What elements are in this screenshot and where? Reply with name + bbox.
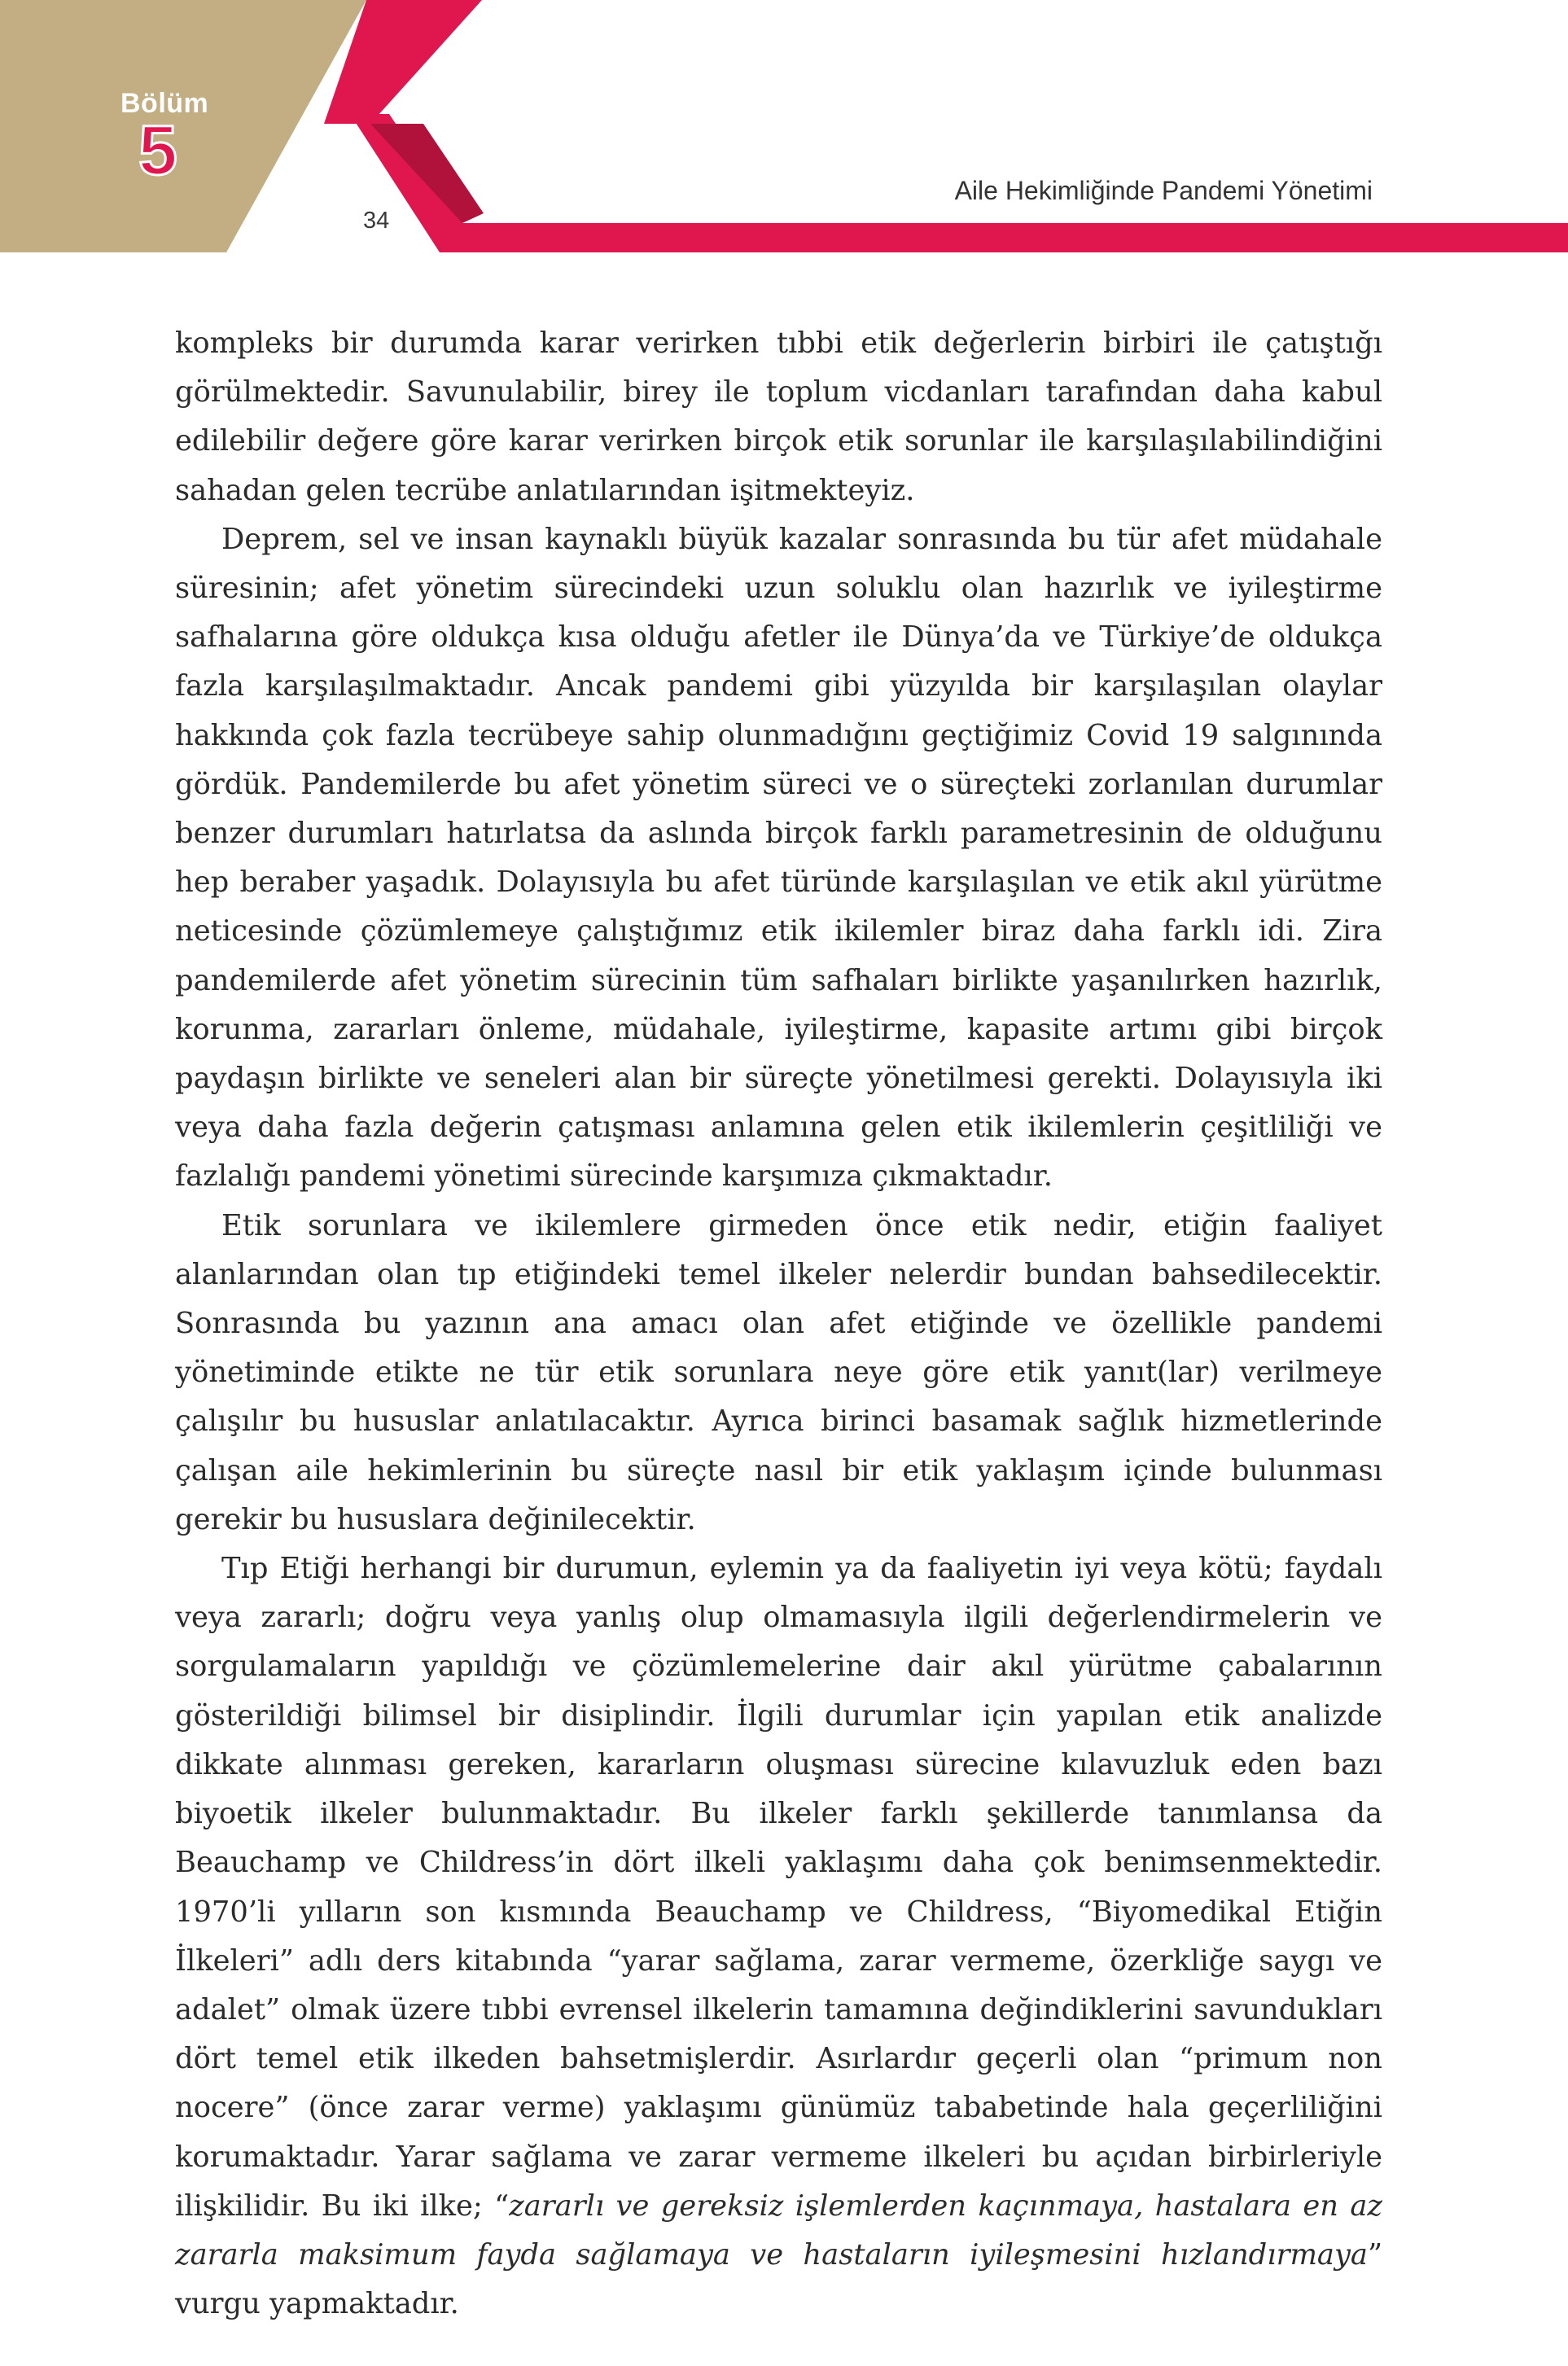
chapter-number: 5	[138, 112, 177, 190]
chapter-label: Bölüm	[120, 88, 209, 119]
page-number: 34	[363, 208, 390, 234]
paragraph-3: Etik sorunlara ve ikilemlere girmeden önce etik nedir, etiğin faaliyet alanlarından olan tıp etiğindeki temel ilkeler nelerdir bundan bahsedilecektir. Sonrasında bu yazının ana amacı olan afet etiğinde ve özellikle pandemi yönetiminde etikte ne tür etik sorunlara neye göre etik yanıt(lar) verilmeye çalışılır bu hususlar anlatılacaktır. Ayrıca birinci basamak sağlık hizmetlerinde çalışan aile hekimlerinin bu süreçte nasıl bir etik yaklaşım içinde bulunması gerekir bu hususlara değinilecektir.	[175, 1208, 1382, 1536]
body-text	[175, 319, 1382, 2329]
paragraph-4	[175, 1544, 1382, 2329]
paragraph-4-text: Tıp Etiği herhangi bir durumun, eylemin ya da faaliyetin iyi veya kötü; faydalı veya zararlı; doğru veya yanlış olup olmamasıyla ilgili değerlendirmelerin ve sorgulamaların yapıldığı ve çözümlemelerine dair akıl yürütme çabalarının gösterildiği bilimsel bir disiplindir. İlgili durumlar için yapılan etik analizde dikkate alınması gereken, kararların oluşması sürecine kılavuzluk eden bazı biyoetik ilkeler bulunmaktadır. Bu ilkeler farklı şekillerde tanımlansa da Beauchamp ve Childress’in dört ilkeli yaklaşımı daha çok benimsenmektedir. 1970’li yılların son kısmında Beauchamp ve Childress, “Biyomedikal Etiğin İlkeleri” adlı ders kitabında “yarar sağlama, zarar vermeme, özerkliğe saygı ve adalet” olmak üzere tıbbi evrensel ilkelerin tamamına değindiklerini savundukları dört temel etik ilkeden bahsetmişlerdir. Asırlardır geçerli olan “primum non nocere” (önce zarar verme) yaklaşımı günümüz tababetinde hala geçerliliğini korumaktadır. Yarar sağlama ve zarar vermeme ilkeleri bu açıdan birbirleriyle ilişkilidir. Bu iki ilke; “	[175, 1552, 1382, 2223]
paragraph-1: kompleks bir durumda karar verirken tıbbi etik değerlerin birbiri ile çatıştığı görülmektedir. Savunulabilir, birey ile toplum vicdanları tarafından daha kabul edilebilir değere göre karar verirken birçok etik sorunlar ile karşılaşılabilindiğini sahadan gelen tecrübe anlatılarından işitmekteyiz.	[175, 326, 1382, 507]
paragraph-2: Deprem, sel ve insan kaynaklı büyük kazalar sonrasında bu tür afet müdahale süresinin; afet yönetim sürecindeki uzun soluklu olan hazırlık ve iyileştirme safhalarına göre oldukça kısa olduğu afetler ile Dünya’da ve Türkiye’de oldukça fazla karşılaşılmaktadır. Ancak pandemi gibi yüzyılda bir karşılaşılan olaylar hakkında çok fazla tecrübeye sahip olunmadığını geçtiğimiz Covid 19 salgınında gördük. Pandemilerde bu afet yönetim süreci ve o süreçteki zorlanılan durumlar benzer durumları hatırlatsa da aslında birçok farklı parametresinin de olduğunu hep beraber yaşadık. Dolayısıyla bu afet türünde karşılaşılan ve etik akıl yürütme neticesinde çözümlemeye çalıştığımız etik ikilemler biraz daha farklı idi. Zira pandemilerde afet yönetim sürecinin tüm safhaları birlikte yaşanılırken hazırlık, korunma, zararları önleme, müdahale, iyileştirme, kapasite artımı gibi birçok paydaşın birlikte ve seneleri alan bir süreçte yönetilmesi gerekti. Dolayısıyla iki veya daha fazla değerin çatışması anlamına gelen etik ikilemlerin çeşitliliği ve fazlalığı pandemi yönetimi sürecinde karşımıza çıkmaktadır.	[175, 522, 1382, 1194]
page-header	[0, 0, 1568, 252]
header-decoration	[0, 0, 1568, 252]
running-title: Aile Hekimliğinde Pandemi Yönetimi	[954, 176, 1373, 205]
paragraph-4-end: ” vurgu yapmaktadır.	[175, 2237, 1382, 2321]
header-gold-band	[0, 0, 366, 252]
paragraph-4-italic: zararlı ve gereksiz işlemlerden kaçınmaya, hastalara en az zararla maksimum fayda sağlamaya ve hastaların iyileşmesini hızlandırmaya	[175, 2189, 1382, 2272]
